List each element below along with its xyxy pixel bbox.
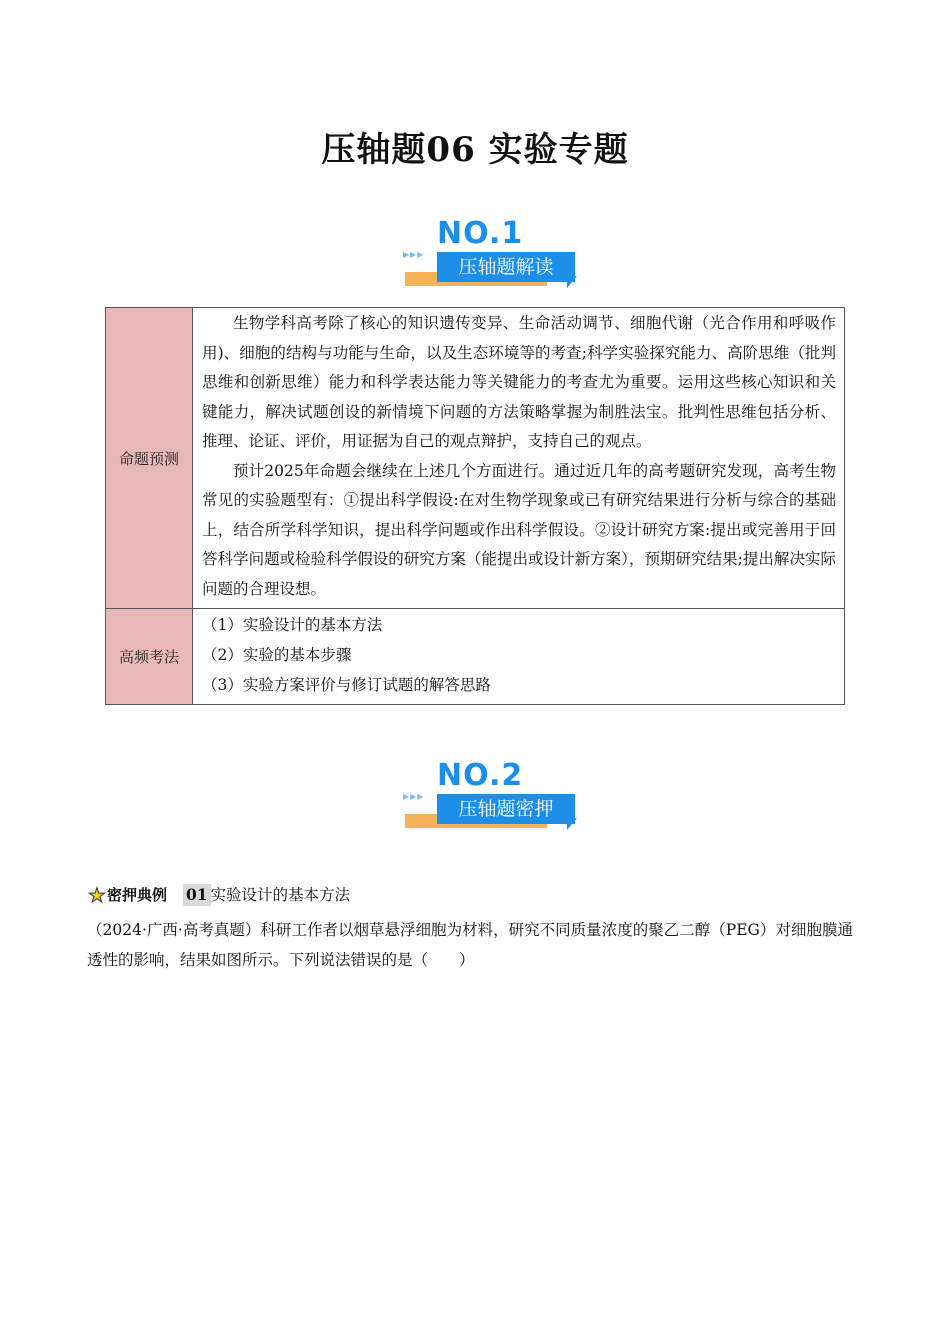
banner-tail [567, 276, 577, 288]
methods-content [193, 609, 845, 705]
prediction-paragraph: 生物学科高考除了核心的知识遗传变异、生命活动调节、细胞代谢（光合作用和呼吸作用)、细胞的结构与功能与生命，以及生态环境等的考查;科学实验探究能力、高阶思维（批判思维和创新思维）能力和科学表达能力等关键能力的考查尤为重要。运用这些核心知识和关键能力，解决试题创设的新情境下问题的方法策略掌握为制胜法宝。批判性思维包括分析、推理、论证、评价，用证据为自己的观点辩护，支持自己的观点。 [202, 314, 836, 450]
arrow-decoration-icon: ▶▶▶ [403, 250, 425, 259]
question-text: （2024·广西·高考真题）科研工作者以烟草悬浮细胞为材料，研究不同质量浓度的聚乙二醇（PEG）对细胞膜通透性的影响，结果如图所示。下列说法错误的是（ ） [87, 921, 853, 969]
section-banner-2 [403, 758, 583, 842]
example-topic: 实验设计的基本方法 [210, 886, 351, 904]
list-item: （1）实验设计的基本方法 [202, 616, 383, 634]
page-title: 压轴题06 实验专题 [321, 130, 629, 170]
example-heading [88, 884, 350, 906]
list-item: （3）实验方案评价与修订试题的解答思路 [202, 676, 491, 694]
table-row [106, 609, 845, 705]
prediction-paragraph: 预计2025年命题会继续在上述几个方面进行。通过近几年的高考题研究发现，高考生物常见的实验题型有：①提出科学假设:在对生物学现象或已有研究结果进行分析与综合的基础上，结合所学科学知识，提出科学问题或作出科学假设。②设计研究方案:提出或完善用于回答科学问题或检验科学假设的研究方案（能提出或设计新方案），预期研究结果;提出解决实际问题的合理设想。 [202, 461, 836, 598]
example-label: 密押典例 [106, 886, 167, 904]
banner-number: NO.1 [437, 216, 524, 251]
prediction-table [105, 307, 845, 705]
example-number: 01 [183, 884, 211, 906]
table-row [106, 308, 845, 609]
row-header-prediction: 命题预测 [106, 308, 193, 609]
prediction-content [193, 308, 845, 609]
row-header-methods: 高频考法 [106, 609, 193, 705]
banner-label: 压轴题解读 [437, 252, 575, 282]
banner-number: NO.2 [437, 758, 524, 793]
section-banner-1 [403, 216, 583, 300]
star-icon: ★ [88, 883, 106, 907]
arrow-decoration-icon: ▶▶▶ [403, 792, 425, 801]
banner-tail [567, 818, 577, 830]
list-item: （2）实验的基本步骤 [202, 646, 352, 664]
banner-label: 压轴题密押 [437, 794, 575, 824]
